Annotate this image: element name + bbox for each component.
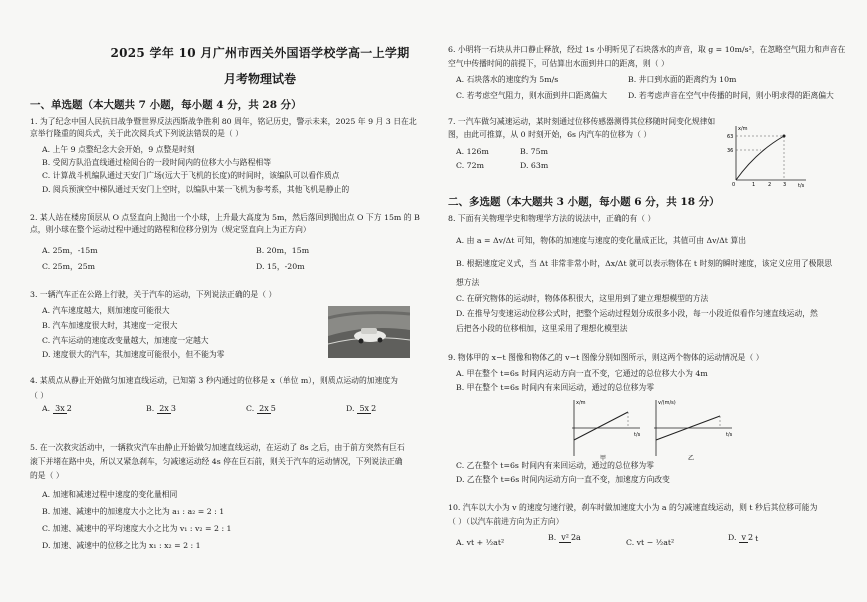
q6-option-a: A. 石块落水的速度约为 5m/s [456,75,559,84]
q4-stem-line1: 4. 某质点从静止开始做匀加速直线运动，已知第 3 秒内通过的位移是 x（单位 m），则质点运动的加速度为 [30,376,398,385]
q7-graph-tick-x1: 1 [752,182,756,188]
q3-stem: 3. 一辆汽车正在公路上行驶，关于汽车的运动，下列说法正确的是（ ） [30,290,277,299]
right-column [448,0,848,602]
q9-graph-jia [566,396,646,462]
q8-option-d-line1: D. 在推导匀变速运动位移公式时，把整个运动过程划分成很多小段，每一小段近似看作匀速直线运动，然 [456,309,818,318]
q3-option-c: C. 汽车运动的速度改变量越大，加速度一定越大 [42,336,209,345]
q9-option-a: A. 甲在整个 t=6s 时间内运动方向一直不变，它通过的总位移大小为 4m [456,369,708,378]
q9-option-c: C. 乙在整个 t=6s 时间内有来回运动，通过的总位移为零 [456,461,654,470]
q10-stem-line1: 10. 汽车以大小为 v 的速度匀速行驶，刹车时做加速度大小为 a 的匀减速直线运动，则 t 秒后其位移可能为 [448,503,818,512]
q3-option-a: A. 汽车速度越大，则加速度可能很大 [42,306,170,315]
q1-option-c: C. 计算战斗机编队通过天安门广场(远大于飞机的长度)的时间时，该编队可以看作质点 [42,171,340,180]
q10-option-b: B. v² 2a [548,533,581,542]
q5-stem-line3: 的是（ ） [30,471,64,480]
q3-option-b: B. 汽车加速度很大时，其速度一定很大 [42,321,178,330]
q7-graph-tick-63: 63 [727,134,734,140]
q9-yi-y-label: v/(m/s) [658,400,676,406]
q10-option-b-fraction: v² 2a [561,533,581,542]
q10-option-d: D. v 2 t [728,533,759,543]
q4-option-d: D. 5x 2 [346,404,377,413]
q1-stem-line1: 1. 为了纪念中国人民抗日战争暨世界反法西斯战争胜利 80 周年，铭记历史，警示未来，2025 年 9 月 3 日在北 [30,117,417,126]
q5-option-a: A. 加速和减速过程中速度的变化量相同 [42,490,178,499]
q6-option-b: B. 井口到水面的距离约为 10m [628,75,737,84]
q2-stem-line2: 点，则小球在整个运动过程中通过的路程和位移分别为（规定竖直向上为正方向） [30,225,311,234]
q10-stem-line2: （ ）（以汽车前进方向为正方向） [448,517,564,526]
q10-option-c: C. vt − ½at² [626,538,675,547]
q8-option-d-line2: 后把各小段的位移相加，这里采用了理想化模型法 [456,324,628,333]
q10-option-a: A. vt + ½at² [456,538,505,547]
q5-option-d: D. 加速、减速中的位移之比为 x₁ : x₂ = 2 : 1 [42,541,201,550]
q2-option-c: C. 25m，25m [42,262,96,271]
q9-jia-y-label: x/m [576,400,586,406]
left-column [28,0,438,602]
q8-option-b-line2: 想方法 [456,278,480,287]
q5-option-b: B. 加速、减速中的加速度大小之比为 a₁ : a₂ = 2 : 1 [42,507,225,516]
q3-option-d: D. 速度很大的汽车，其加速度可能很小，但不能为零 [42,350,225,359]
car-photo [328,306,410,358]
q7-option-d: D. 63m [520,161,549,170]
q7-stem-line2: 图，由此可推算，从 0 时刻开始，6s 内汽车的位移为（ ） [448,130,652,139]
q4-option-b: B. 2x 3 [146,404,176,413]
q8-option-a: A. 由 a = Δv/Δt 可知，物体的加速度与速度的变化量成正比，其值可由 Δv/Δt 算出 [456,236,747,245]
q4-stem-line2: （ ） [30,391,49,400]
q10-option-d-fraction: v 2 [741,533,754,542]
q1-stem-line2: 京举行隆重的阅兵式，关于此次阅兵式下列说法错误的是（ ） [30,129,243,138]
q4-option-c: C. 2x 5 [246,404,276,413]
q7-position-time-graph [726,122,810,188]
q5-stem-line1: 5. 在一次救灾活动中，一辆救灾汽车由静止开始做匀加速直线运动，在运动了 8s 之后，由于前方突然有巨石 [30,443,405,452]
q9-option-d: D. 乙在整个 t=6s 时间内运动方向一直不变，加速度方向改变 [456,475,670,484]
q1-option-a: A. 上午 9 点整纪念大会开始，9 点整是时刻 [42,145,195,154]
q5-stem-line2: 滚下并堵在路中央，所以又紧急刹车，匀减速运动经 4s 停在巨石前，则关于汽车的运动情况，下列说法正确 [30,457,403,466]
q6-stem-line2: 空气中传播时间的前提下，可估算出水面到井口的距离，则（ ） [448,59,669,68]
q9-option-b: B. 甲在整个 t=6s 时间内有来回运动，通过的总位移为零 [456,383,655,392]
q9-jia-x-label: t/s [634,432,641,438]
q8-option-b-line1: B. 根据速度定义式，当 Δt 非常非常小时，Δx/Δt 就可以表示物体在 t 时刻的瞬时速度，该定义应用了极限思 [456,259,833,268]
q2-option-b: B. 20m，15m [256,246,310,255]
q1-option-d: D. 阅兵预演空中梯队通过天安门上空时，以编队中某一飞机为参考系，其他飞机是静止的 [42,185,350,194]
q7-graph-tick-x2: 2 [768,182,772,188]
section-multiple-choice-heading: 二、多选题（本大题共 3 小题，每小题 6 分，共 18 分） [448,196,720,208]
q7-graph-y-label: x/m [738,126,748,132]
q9-stem: 9. 物体甲的 x−t 图像和物体乙的 v−t 图像分别如图所示，则这两个物体的运动情况是（ ） [448,353,764,362]
q7-option-c: C. 72m [456,161,484,170]
q9-graph-yi [648,396,738,462]
q4-option-d-fraction: 5x 2 [359,404,377,413]
q2-stem-line1: 2. 某人站在楼房顶层从 O 点竖直向上抛出一个小球，上升最大高度为 5m，然后落回到抛出点 O 下方 15m 的 B [30,213,420,222]
q7-graph-tick-x3: 3 [783,182,787,188]
q7-stem-line1: 7. 一汽车做匀减速运动，某时刻通过位移传感器测得其位移随时间变化规律如 [448,117,716,126]
q2-option-a: A. 25m，-15m [42,246,98,255]
q9-yi-caption: 乙 [688,455,695,462]
exam-title: 2025 学年 10 月广州市西关外国语学校学高一上学期 [110,46,410,60]
q6-option-c: C. 若考虑空气阻力，则水面到井口距离偏大 [456,91,607,100]
q7-graph-tick-36: 36 [727,148,734,154]
q1-option-b: B. 受阅方队沿直线通过检阅台的一段时间内的位移大小与路程相等 [42,158,271,167]
q4-option-b-fraction: 2x 3 [159,404,176,413]
q5-option-c: C. 加速、减速中的平均速度大小之比为 v₁ : v₂ = 2 : 1 [42,524,232,533]
q7-option-a: A. 126m [456,147,489,156]
q7-graph-tick-x0: 0 [732,182,736,188]
q8-stem: 8. 下面有关物理学史和物理学方法的说法中，正确的有（ ） [448,214,656,223]
q8-option-c: C. 在研究物体的运动时，物体体积很大，这里用到了建立理想模型的方法 [456,294,709,303]
q9-yi-x-label: t/s [726,432,733,438]
q4-option-a-fraction: 3x 2 [55,404,72,413]
q9-jia-caption: 甲 [600,455,607,462]
q2-option-d: D. 15，-20m [256,262,305,271]
q6-option-d: D. 若考虑声音在空气中传播的时间，则小明求得的距离偏大 [628,91,834,100]
q4-option-c-fraction: 2x 5 [259,404,276,413]
section-single-choice-heading: 一、单选题（本大题共 7 小题，每小题 4 分，共 28 分） [30,99,302,111]
q4-option-a: A. 3x 2 [42,404,72,413]
q7-option-b: B. 75m [520,147,549,156]
q7-graph-x-label: t/s [798,183,805,188]
q6-stem-line1: 6. 小明将一石块从井口静止释放，经过 1s 小明听见了石块落水的声音，取 g = 10m/s²，在忽略空气阻力和声音在 [448,45,846,54]
exam-subtitle: 月考物理试卷 [223,72,296,86]
